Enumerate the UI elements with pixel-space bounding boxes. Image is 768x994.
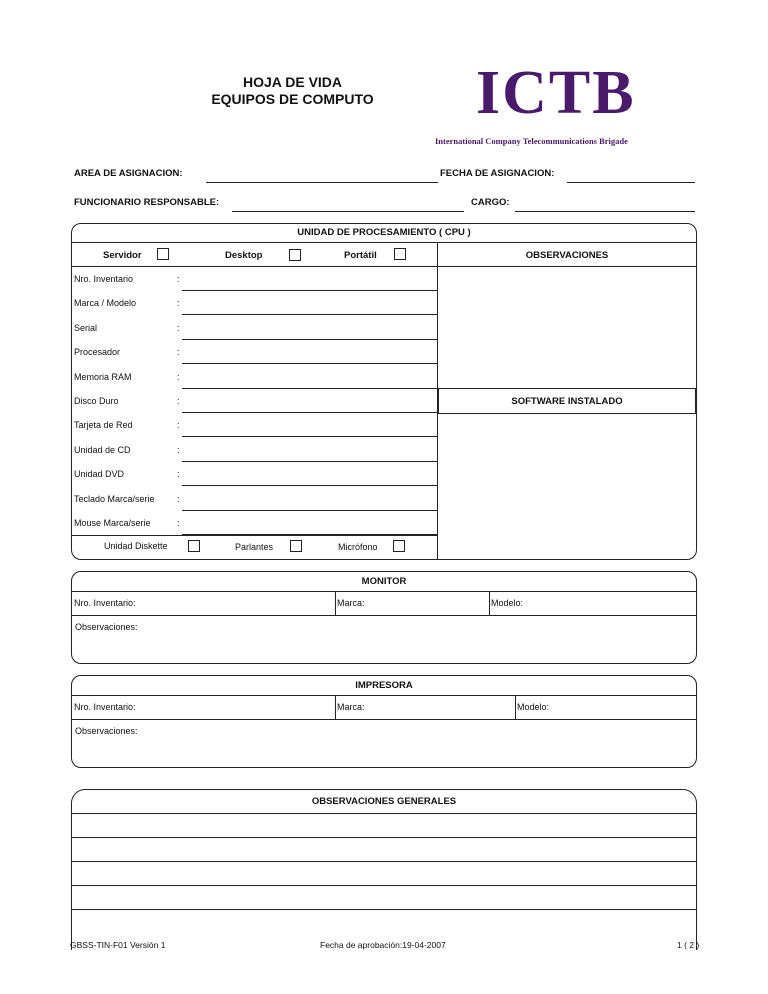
cpu-field-colon: :: [177, 469, 180, 480]
fecha-input-line[interactable]: [567, 182, 695, 183]
cpu-field-label: Mouse Marca/serie: [74, 518, 151, 528]
periph-parlantes-label: Parlantes: [235, 542, 274, 552]
divider: [72, 591, 696, 592]
periph-microfono-label: Micrófono: [338, 542, 378, 552]
impresora-modelo-field[interactable]: Modelo:: [517, 702, 550, 712]
divider: [335, 591, 336, 615]
divider: [489, 591, 490, 615]
divider: [72, 242, 696, 243]
observaciones-header: OBSERVACIONES: [525, 250, 609, 261]
divider: [72, 615, 696, 616]
monitor-section-title: MONITOR: [361, 576, 407, 587]
divider: [72, 719, 696, 720]
cpu-field-input-line[interactable]: [182, 363, 437, 364]
divider: [72, 695, 696, 696]
cpu-field-label: Unidad DVD: [74, 469, 125, 480]
divider: [72, 535, 437, 536]
cpu-field-label: Unidad de CD: [74, 444, 131, 455]
monitor-observaciones-field[interactable]: Observaciones:: [75, 622, 138, 632]
company-logo-subtitle: International Company Telecommunications Brigade: [435, 136, 628, 146]
monitor-marca-field[interactable]: Marca:: [337, 598, 365, 608]
generales-line[interactable]: [72, 837, 696, 838]
footer-code: GBSS-TIN-F01 Versión 1: [70, 940, 166, 950]
footer-page-number: 1 ( 2 ): [677, 940, 700, 950]
impresora-section-title: IMPRESORA: [355, 680, 413, 691]
cpu-field-colon: :: [177, 420, 180, 431]
company-logo: ICTB: [476, 59, 636, 127]
generales-line[interactable]: [72, 909, 696, 910]
type-desktop-checkbox[interactable]: [289, 249, 301, 261]
cpu-field-colon: :: [177, 396, 180, 406]
cpu-field-input-line[interactable]: [182, 388, 437, 389]
cpu-field-label: Teclado Marca/serie: [74, 493, 155, 504]
generales-section-title: OBSERVACIONES GENERALES: [311, 796, 457, 807]
cargo-label: CARGO:: [471, 197, 510, 208]
cpu-field-label: Nro. Inventario: [74, 274, 134, 284]
footer-approval-date: Fecha de aprobación:19-04-2007: [320, 940, 446, 950]
generales-line[interactable]: [72, 813, 696, 814]
cpu-field-label: Marca / Modelo: [74, 298, 137, 309]
periph-parlantes-checkbox[interactable]: [290, 540, 302, 552]
area-label: AREA DE ASIGNACION:: [74, 168, 183, 179]
cpu-field-input-line[interactable]: [182, 510, 437, 511]
cpu-field-colon: :: [177, 322, 180, 333]
cpu-field-input-line[interactable]: [182, 436, 437, 437]
cpu-field-colon: :: [177, 274, 180, 284]
fecha-label: FECHA DE ASIGNACION:: [440, 168, 555, 179]
monitor-inventario-field[interactable]: Nro. Inventario:: [74, 598, 136, 608]
periph-diskette-checkbox[interactable]: [188, 540, 200, 552]
cpu-field-input-line[interactable]: [182, 412, 437, 413]
cpu-field-input-line[interactable]: [182, 485, 437, 486]
software-header: SOFTWARE INSTALADO: [511, 396, 623, 407]
cpu-field-colon: :: [177, 493, 180, 504]
impresora-marca-field[interactable]: Marca:: [337, 702, 365, 712]
cpu-field-colon: :: [177, 371, 180, 382]
funcionario-input-line[interactable]: [232, 211, 464, 212]
generales-line[interactable]: [72, 885, 696, 886]
divider: [72, 266, 696, 267]
cpu-field-label: Serial: [74, 322, 98, 333]
cpu-field-colon: :: [177, 298, 180, 309]
cpu-field-input-line[interactable]: [182, 290, 437, 291]
form-title-line1: HOJA DE VIDA: [242, 74, 343, 90]
cpu-field-input-line[interactable]: [182, 314, 437, 315]
impresora-inventario-field[interactable]: Nro. Inventario:: [74, 702, 136, 712]
periph-microfono-checkbox[interactable]: [393, 540, 405, 552]
type-desktop-label: Desktop: [225, 250, 263, 261]
cpu-field-label: Memoria RAM: [74, 371, 132, 382]
cpu-field-colon: :: [177, 347, 180, 358]
cpu-field-colon: :: [177, 518, 180, 528]
form-title-line2: EQUIPOS DE COMPUTO: [211, 91, 374, 107]
funcionario-label: FUNCIONARIO RESPONSABLE:: [74, 197, 220, 208]
impresora-observaciones-field[interactable]: Observaciones:: [75, 726, 138, 736]
form-title: [190, 74, 395, 108]
type-servidor-label: Servidor: [103, 250, 142, 261]
type-portatil-checkbox[interactable]: [394, 248, 406, 260]
area-input-line[interactable]: [206, 182, 438, 183]
periph-diskette-label: Unidad Diskette: [104, 541, 168, 551]
generales-line[interactable]: [72, 861, 696, 862]
cpu-field-input-line[interactable]: [182, 339, 437, 340]
cargo-input-line[interactable]: [515, 211, 695, 212]
type-servidor-checkbox[interactable]: [157, 248, 169, 260]
divider: [515, 695, 516, 719]
cpu-field-label: Procesador: [74, 347, 121, 358]
cpu-field-label: Tarjeta de Red: [74, 420, 133, 431]
cpu-field-label: Disco Duro: [74, 396, 119, 406]
monitor-modelo-field[interactable]: Modelo:: [491, 598, 524, 608]
cpu-section-title: UNIDAD DE PROCESAMIENTO ( CPU ): [297, 227, 471, 238]
cpu-field-colon: :: [177, 444, 180, 455]
type-portatil-label: Portátil: [344, 250, 377, 261]
divider: [335, 695, 336, 719]
cpu-field-input-line[interactable]: [182, 461, 437, 462]
